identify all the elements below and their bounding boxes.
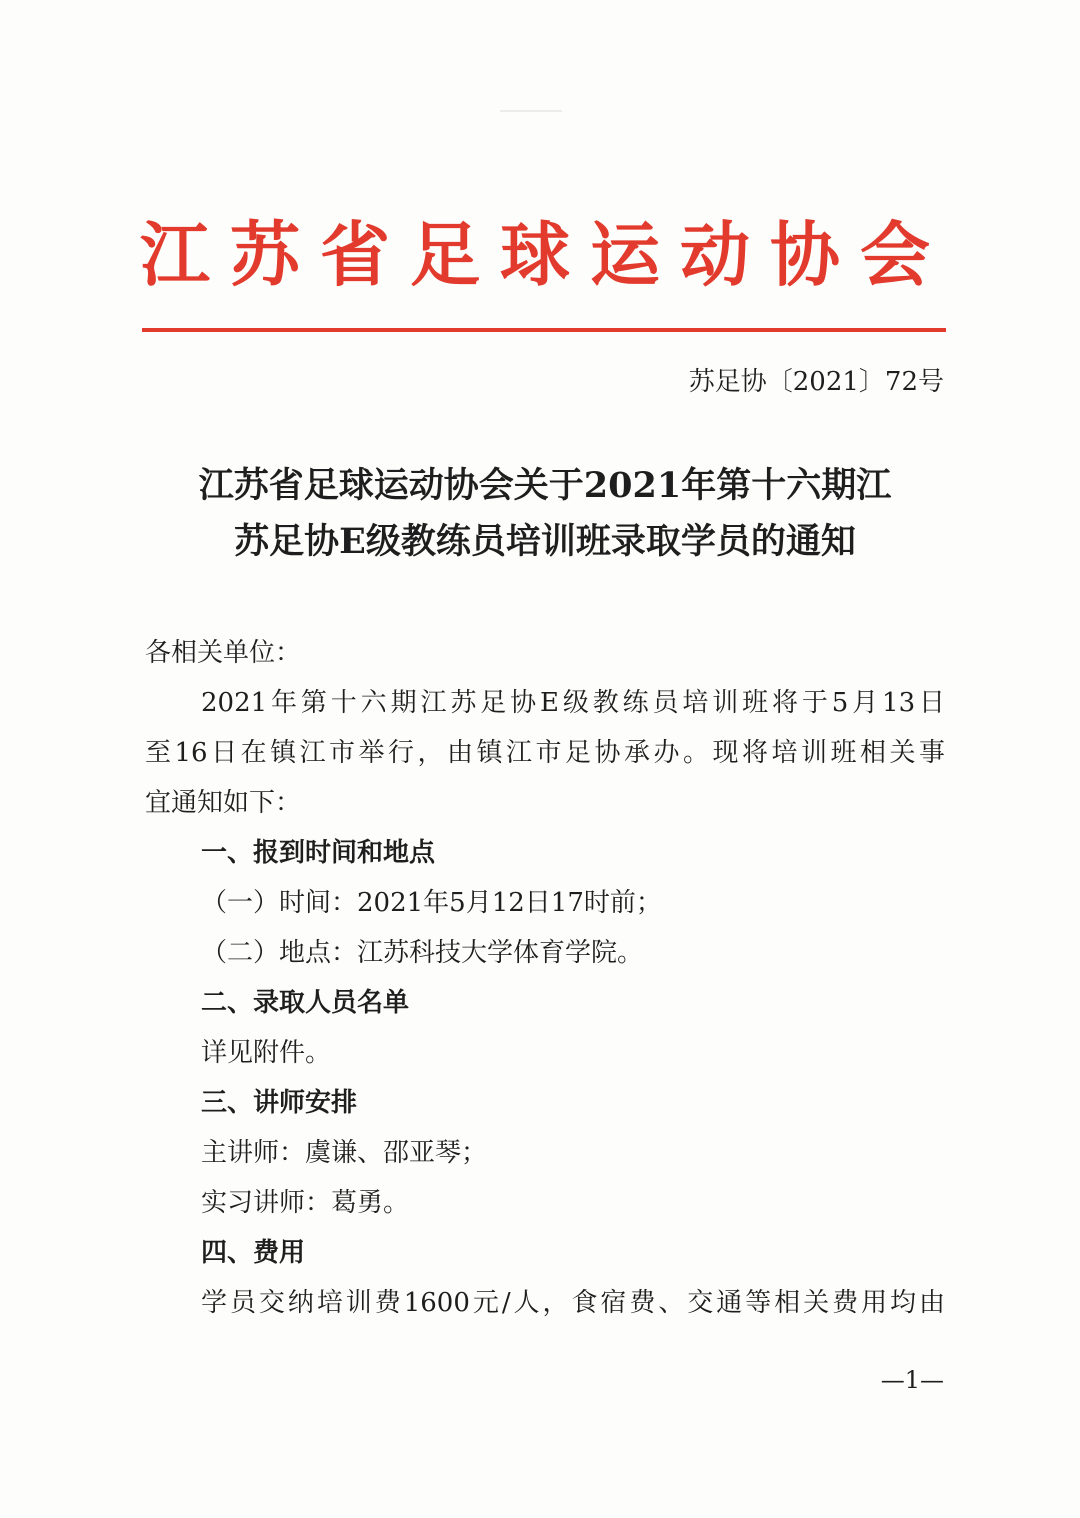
document-body bbox=[145, 628, 945, 1328]
document-number: 苏足协〔2021〕72号 bbox=[688, 367, 944, 397]
section-4-text: 学员交纳培训费1600元/人，食宿费、交通等相关费用均由 bbox=[201, 1288, 945, 1318]
section-3-lead-instructor: 主讲师：虞谦、邵亚琴； bbox=[201, 1138, 488, 1168]
intro-paragraph-line-2: 至16日在镇江市举行，由镇江市足协承办。现将培训班相关事 bbox=[145, 738, 945, 768]
document-title bbox=[140, 458, 950, 570]
intro-paragraph-line-1: 2021年第十六期江苏足协E级教练员培训班将于5月13日 bbox=[201, 688, 945, 718]
section-3-heading: 三、讲师安排 bbox=[201, 1088, 358, 1118]
section-2-heading: 二、录取人员名单 bbox=[201, 988, 410, 1018]
scan-mark bbox=[500, 110, 562, 112]
title-line-2: 苏足协E级教练员培训班录取学员的通知 bbox=[234, 521, 856, 562]
red-divider-line bbox=[142, 328, 946, 332]
title-line-1: 江苏省足球运动协会关于2021年第十六期江 bbox=[198, 465, 892, 506]
section-1-heading: 一、报到时间和地点 bbox=[201, 838, 436, 868]
section-3-intern-instructor: 实习讲师：葛勇。 bbox=[201, 1188, 410, 1218]
section-1-item-time: （一）时间：2021年5月12日17时前； bbox=[201, 888, 662, 918]
salutation: 各相关单位： bbox=[145, 638, 302, 668]
section-4-heading: 四、费用 bbox=[201, 1238, 306, 1268]
organization-header: 江苏省足球运动协会 bbox=[140, 213, 950, 296]
section-2-text: 详见附件。 bbox=[201, 1038, 332, 1068]
page-number: —1— bbox=[880, 1366, 944, 1394]
intro-paragraph-line-3: 宜通知如下： bbox=[145, 788, 302, 818]
section-1-item-location: （二）地点：江苏科技大学体育学院。 bbox=[201, 938, 644, 968]
